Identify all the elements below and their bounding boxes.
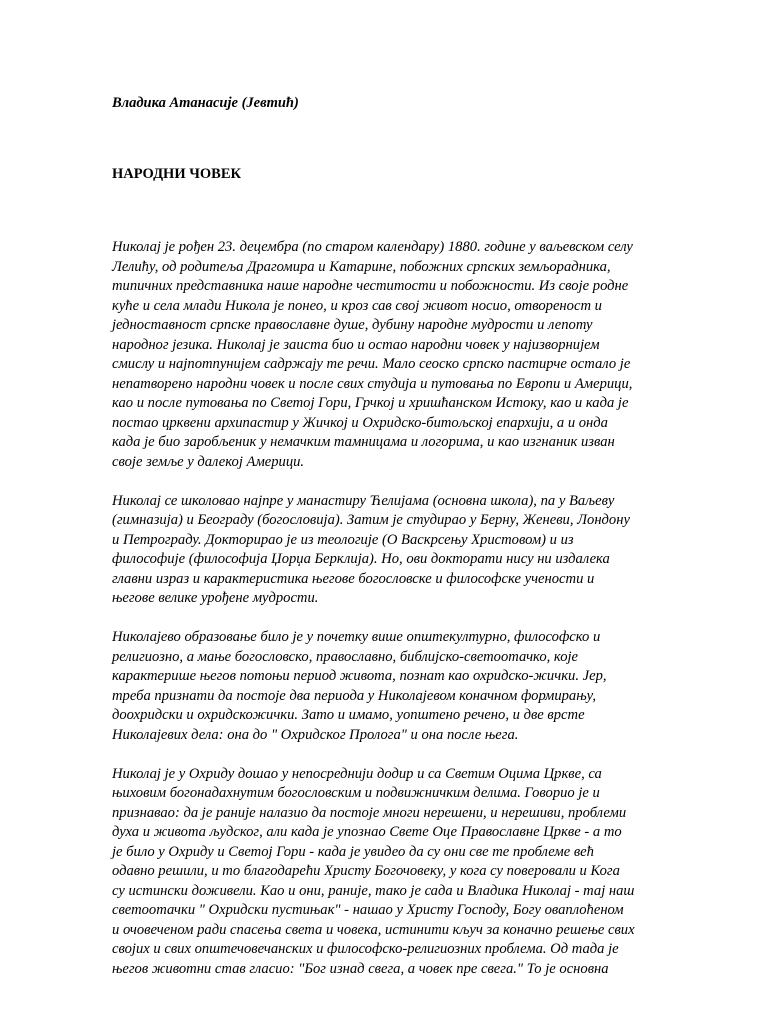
- paragraph-1: [112, 238, 660, 472]
- paragraph-2: [112, 492, 660, 609]
- text-line: народног језика. Николај је заиста био и остао народни човек у најизворнијем: [112, 336, 600, 353]
- text-line: духа и живота људског, али када је упознао Свете Оце Православне Цркве - а то: [112, 824, 622, 840]
- text-line: његове велике урођене мудрости.: [112, 590, 319, 606]
- text-line: куће и села млади Никола је понео, и кроз сав свој живот носио, отвореност и: [112, 297, 602, 314]
- text-line: типичних представника наше народне честитости и побожности. Из своје родне: [112, 278, 629, 294]
- text-line: главни израз и карактеристика његове богословске и философске учености и: [112, 570, 595, 587]
- text-line: његов животни став гласио: "Бог изнад свега, а човек пре свега." То је основна: [112, 960, 609, 977]
- text-line: Николајево образовање било је у почетку више општекултурно, философско и: [112, 629, 601, 645]
- text-line: философије (философија Џорџа Берклија). Но, ови докторати нису ни издалека: [112, 551, 610, 567]
- text-line: своје земље у далекој Америци.: [112, 453, 305, 470]
- text-line: Николај је у Охриду дошао у непосреднији додир и са Светим Оцима Цркве, са: [112, 765, 602, 782]
- text-line: треба признати да постоје два периода у Николајевом коначном формирању,: [112, 687, 597, 704]
- text-line: признавао: да је раније налазио да постоје многи нерешени, и нерешиви, проблеми: [112, 804, 627, 821]
- text-line: карактерише његов потоњи период живота, познат као охридско-жички. Јер,: [112, 668, 607, 684]
- body-text: [112, 238, 660, 999]
- text-line: и Петрограду. Докторирао је из теологије (О Васкрсењу Христовом) и из: [112, 531, 574, 548]
- text-line: као и после путовања по Светој Гори, Грчкој и хришћанском Истоку, као и када је: [112, 395, 629, 411]
- text-line: Николај се школовао најпре у манастиру Ћелијама (основна школа), па у Ваљеву: [112, 492, 615, 509]
- text-line: непатворено народни човек и после свих студија и путовања по Европи и Америци,: [112, 375, 633, 392]
- text-line: једноставност српске православне душе, дубину народне мудрости и лепоту: [112, 317, 593, 333]
- text-line: и очовеченом ради спасења света и човека, истинити кључ за коначно решење свих: [112, 921, 635, 938]
- text-line: Николај је рођен 23. децембра (по старом календару) 1880. године у ваљевском селу: [112, 239, 633, 255]
- text-line: њиховим богонадахнутим богословским и подвижничким делима. Говорио је и: [112, 785, 600, 801]
- text-line: (гимназија) и Београду (богословија). Затим је студирао у Берну, Женеви, Лондону: [112, 512, 630, 528]
- author-line: Владика Атанасије (Јевтић): [112, 95, 299, 111]
- text-line: Николајевих дела: она до " Охридског Пролога" и она после њега.: [112, 726, 519, 743]
- paragraph-3: [112, 628, 660, 745]
- text-line: када је био заробљеник у немачким тамницама и логорима, и као изгнаник изван: [112, 434, 615, 450]
- text-line: доохридски и охридскожички. Зато и имамо, уопштено речено, и две врсте: [112, 707, 585, 723]
- text-line: одавно решили, и то благодарећи Христу Богочовеку, у кога су поверовали и Кога: [112, 863, 620, 879]
- text-line: својих и свих општечовечанских и философско-религиозних проблема. Од тада је: [112, 941, 619, 957]
- paragraph-4: [112, 765, 660, 980]
- text-line: постао црквени архипастир у Жичкој и Охридско-битољској епархији, а и онда: [112, 414, 608, 431]
- text-line: Лелићу, од родитеља Драгомира и Катарине, побожних српских земљорадника,: [112, 258, 611, 275]
- text-line: светоотачки " Охридски пустињак" - нашао у Христу Господу, Богу оваплоћеном: [112, 902, 624, 918]
- text-line: је било у Охриду и Светој Гори - када је увидео да су они све те проблеме већ: [112, 843, 594, 860]
- document-title: НАРОДНИ ЧОВЕК: [112, 166, 242, 182]
- text-line: смислу и најпотпунијем садржају те речи. Мало сеоско српско пастирче остало је: [112, 356, 631, 372]
- text-line: религиозно, а мање богословско, православно, библијско-светоотачко, које: [112, 648, 579, 665]
- text-line: су истински доживели. Као и они, раније, тако је сада и Владика Николај - тај наш: [112, 882, 635, 899]
